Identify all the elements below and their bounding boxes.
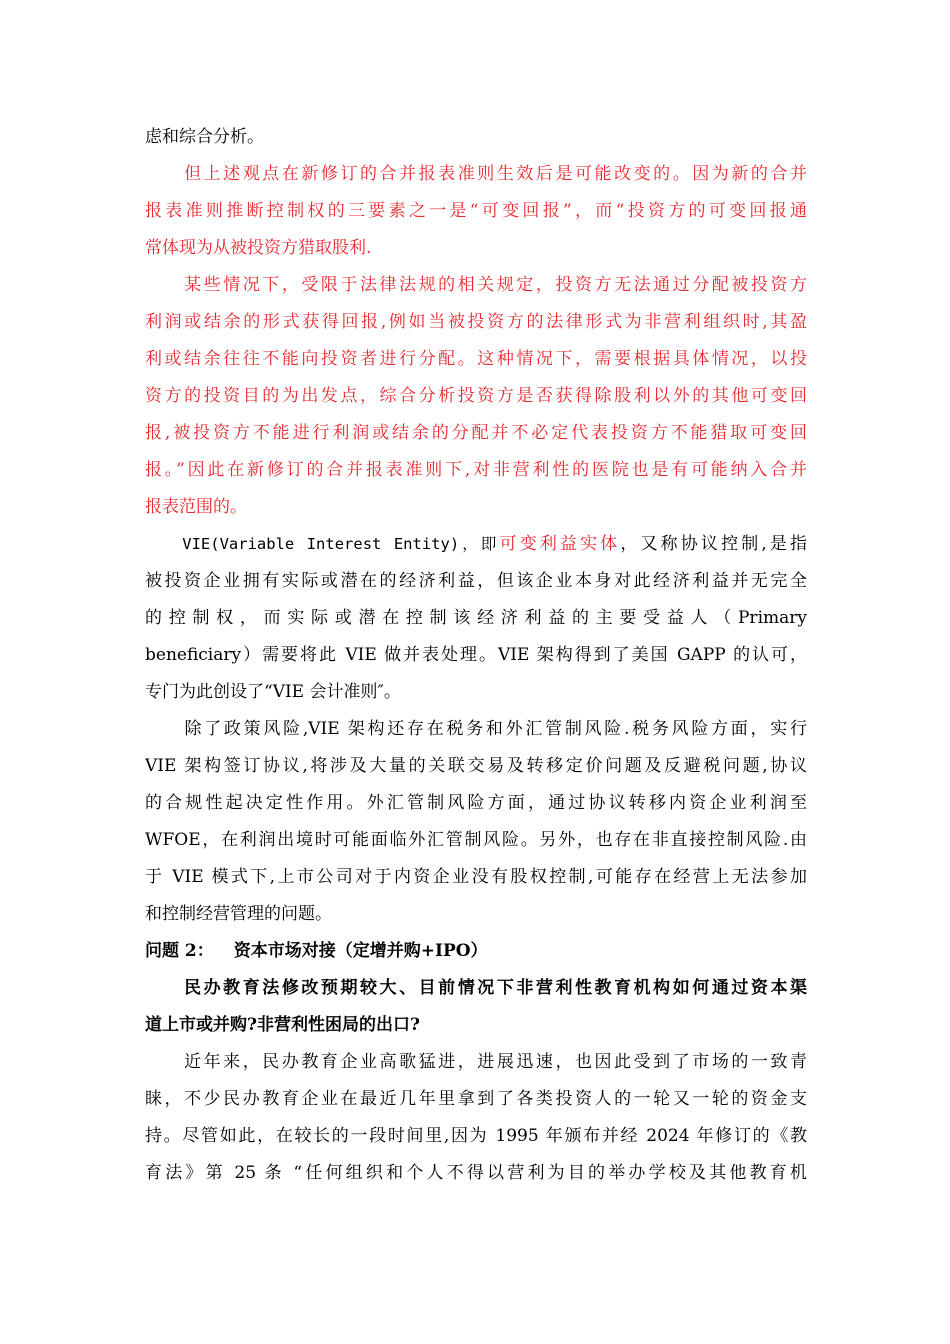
text-line: 的控制权，而实际或潜在控制该经济利益的主要受益人（Primary [145,608,807,628]
text-line: 利或结余往往不能向投资者进行分配。这种情况下，需要根据具体情况，以投 [145,349,807,369]
text-line [145,526,807,563]
question-line: 民办教育法修改预期较大、目前情况下非营利性教育机构如何通过资本渠 [145,978,807,998]
text-line: 利润或结余的形式获得回报,例如当被投资方的法律形式为非营利组织时,其盈 [145,312,807,332]
text-line: 常体现为从被投资方猎取股利. [145,238,372,258]
text-line: 报,被投资方不能进行利润或结余的分配并不必定代表投资方不能猎取可变回 [145,423,807,443]
question-line: 道上市或并购?非营利性困局的出口? [145,1015,420,1035]
heading-number: 问题 2： [145,941,214,961]
text-line: 近年来，民办教育企业高歌猛进，进展迅速，也因此受到了市场的一致青 [145,1052,807,1072]
document-body [145,119,807,1192]
text-line: 被投资企业拥有实际或潜在的经济利益，但该企业本身对此经济利益并无完全 [145,571,807,591]
text-line: 但上述观点在新修订的合并报表准则生效后是可能改变的。因为新的合并 [145,164,807,184]
section-heading [145,933,807,970]
text-line: 虑和综合分析。 [145,127,264,147]
text-line: 除了政策风险,VIE 架构还存在税务和外汇管制风险.税务风险方面，实行 [145,719,807,739]
text-line: 某些情况下，受限于法律法规的相关规定，投资方无法通过分配被投资方 [145,275,807,295]
text-line: 专门为此创设了“VIE 会计准则″。 [145,682,401,702]
text-line: beneficiary）需要将此 VIE 做并表处理。VIE 架构得到了美国 GAPP 的认可， [145,645,807,665]
text-line: VIE 架构签订协议,将涉及大量的关联交易及转移定价问题及反避税问题,协议 [145,756,807,776]
text-line: 报表范围的。 [145,497,247,517]
red-term: 可变利益实体 [499,534,621,554]
red-text: 因此在新修订的合并报表准则下,对非营利性的医院也是有可能纳入合并 [184,460,807,480]
text-line: 育法》第 25 条 “任何组织和个人不得以营利为目的举办学校及其他教育机 [145,1163,807,1183]
text-line: 和控制经营管理的问题。 [145,904,332,924]
text-segment: VIE(Variable Interest Entity)，即 [145,535,500,553]
text-line: WFOE，在利润出境时可能面临外汇管制风险。另外，也存在非直接控制风险.由 [145,830,807,850]
text-line: 睐，不少民办教育企业在最近几年里拿到了各类投资人的一轮又一轮的资金支 [145,1089,807,1109]
text-line: 持。尽管如此，在较长的一段时间里,因为 1995 年颁布并经 2024 年修订的《教 [145,1126,807,1146]
text-line: 报表准则推断控制权的三要素之一是“可变回报”，而“投资方的可变回报通 [145,201,807,221]
text-segment: ，又称协议控制,是指 [620,534,807,554]
text-line: 于 VIE 模式下,上市公司对于内资企业没有股权控制,可能存在经营上无法参加 [145,867,807,887]
red-text: 报。” [145,460,185,480]
text-line: 资方的投资目的为出发点，综合分析投资方是否获得除股利以外的其他可变回 [145,386,807,406]
heading-title: 资本市场对接（定增并购+IPO） [233,941,488,961]
text-line: 的合规性起决定性作用。外汇管制风险方面，通过协议转移内资企业利润至 [145,793,807,813]
text-line [145,452,807,489]
